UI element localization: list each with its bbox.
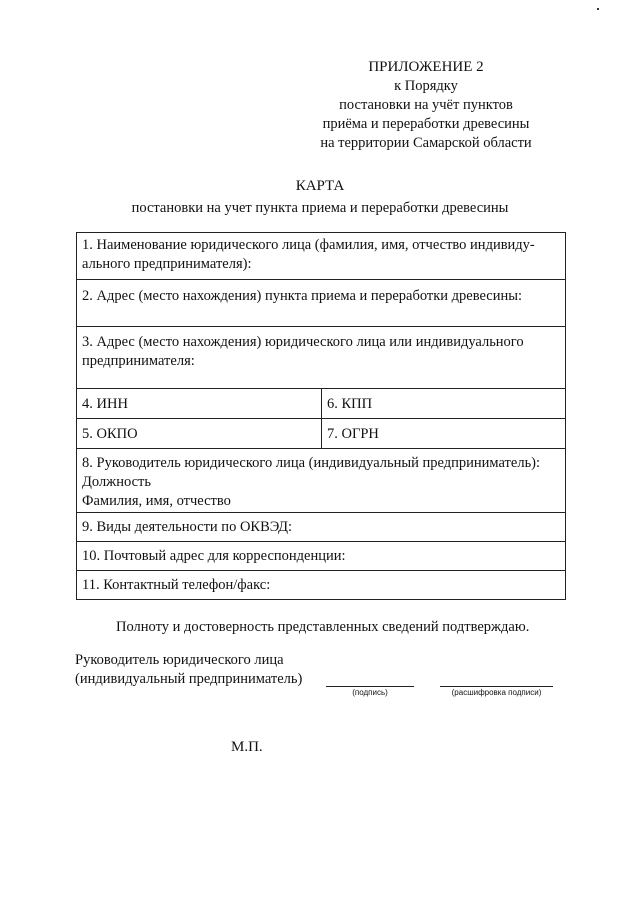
scan-speck (597, 8, 599, 10)
row-label: 8. Руководитель юридического лица (индивидуальный предприниматель): (82, 455, 541, 471)
kpp-cell: 6. КПП (321, 389, 565, 418)
row-label: 2. Адрес (место нахождения) пункта приема и переработки древесины: (82, 288, 523, 304)
row-label: Фамилия, имя, отчество (82, 493, 231, 509)
row-label: Должность (82, 474, 151, 490)
appendix-line: к Порядку (394, 78, 458, 94)
appendix-line: постановки на учёт пунктов (339, 97, 513, 113)
form-row-phone (77, 570, 565, 599)
row-label: ального предпринимателя): (82, 256, 252, 272)
registration-form-table (76, 232, 566, 600)
signatory-line: (индивидуальный предприниматель) (75, 671, 303, 687)
form-row-name (77, 233, 565, 279)
signature-decode-line (440, 686, 553, 687)
signatory-line: Руководитель юридического лица (75, 652, 284, 668)
signature-decode-caption: (расшифровка подписи) (451, 688, 542, 697)
inn-cell: 4. ИНН (82, 396, 128, 412)
row-label: 1. Наименование юридического лица (фамилия, имя, отчество индивиду- (82, 237, 535, 253)
form-row-postal-address (77, 541, 565, 570)
okpo-cell: 5. ОКПО (82, 426, 138, 442)
form-row-legal-address (77, 326, 565, 388)
appendix-line: приёма и переработки древесины (322, 116, 530, 132)
ogrn-cell: 7. ОГРН (321, 419, 565, 448)
appendix-line: на территории Самарской области (320, 135, 532, 151)
form-row-head (77, 448, 565, 512)
form-row-inn-kpp (77, 388, 565, 418)
row-label: 11. Контактный телефон/факс: (82, 577, 271, 593)
form-row-okpo-ogrn (77, 418, 565, 448)
row-label: предпринимателя: (82, 353, 195, 369)
stamp-placeholder: М.П. (231, 739, 263, 755)
signatory-label (75, 651, 302, 689)
form-row-okved (77, 512, 565, 541)
confirmation-statement: Полноту и достоверность представленных сведений подтверждаю. (116, 619, 530, 635)
card-title: КАРТА (295, 178, 345, 194)
row-label: 9. Виды деятельности по ОКВЭД: (82, 519, 293, 535)
signature-line (326, 686, 414, 687)
card-subtitle: постановки на учет пункта приема и переработки древесины (131, 200, 509, 216)
appendix-header (276, 58, 576, 153)
appendix-number: ПРИЛОЖЕНИЕ 2 (368, 59, 484, 75)
row-label: 10. Почтовый адрес для корреспонденции: (82, 548, 346, 564)
row-label: 3. Адрес (место нахождения) юридического лица или индивидуального (82, 334, 524, 350)
signature-caption: (подпись) (352, 688, 388, 697)
form-row-site-address (77, 279, 565, 326)
